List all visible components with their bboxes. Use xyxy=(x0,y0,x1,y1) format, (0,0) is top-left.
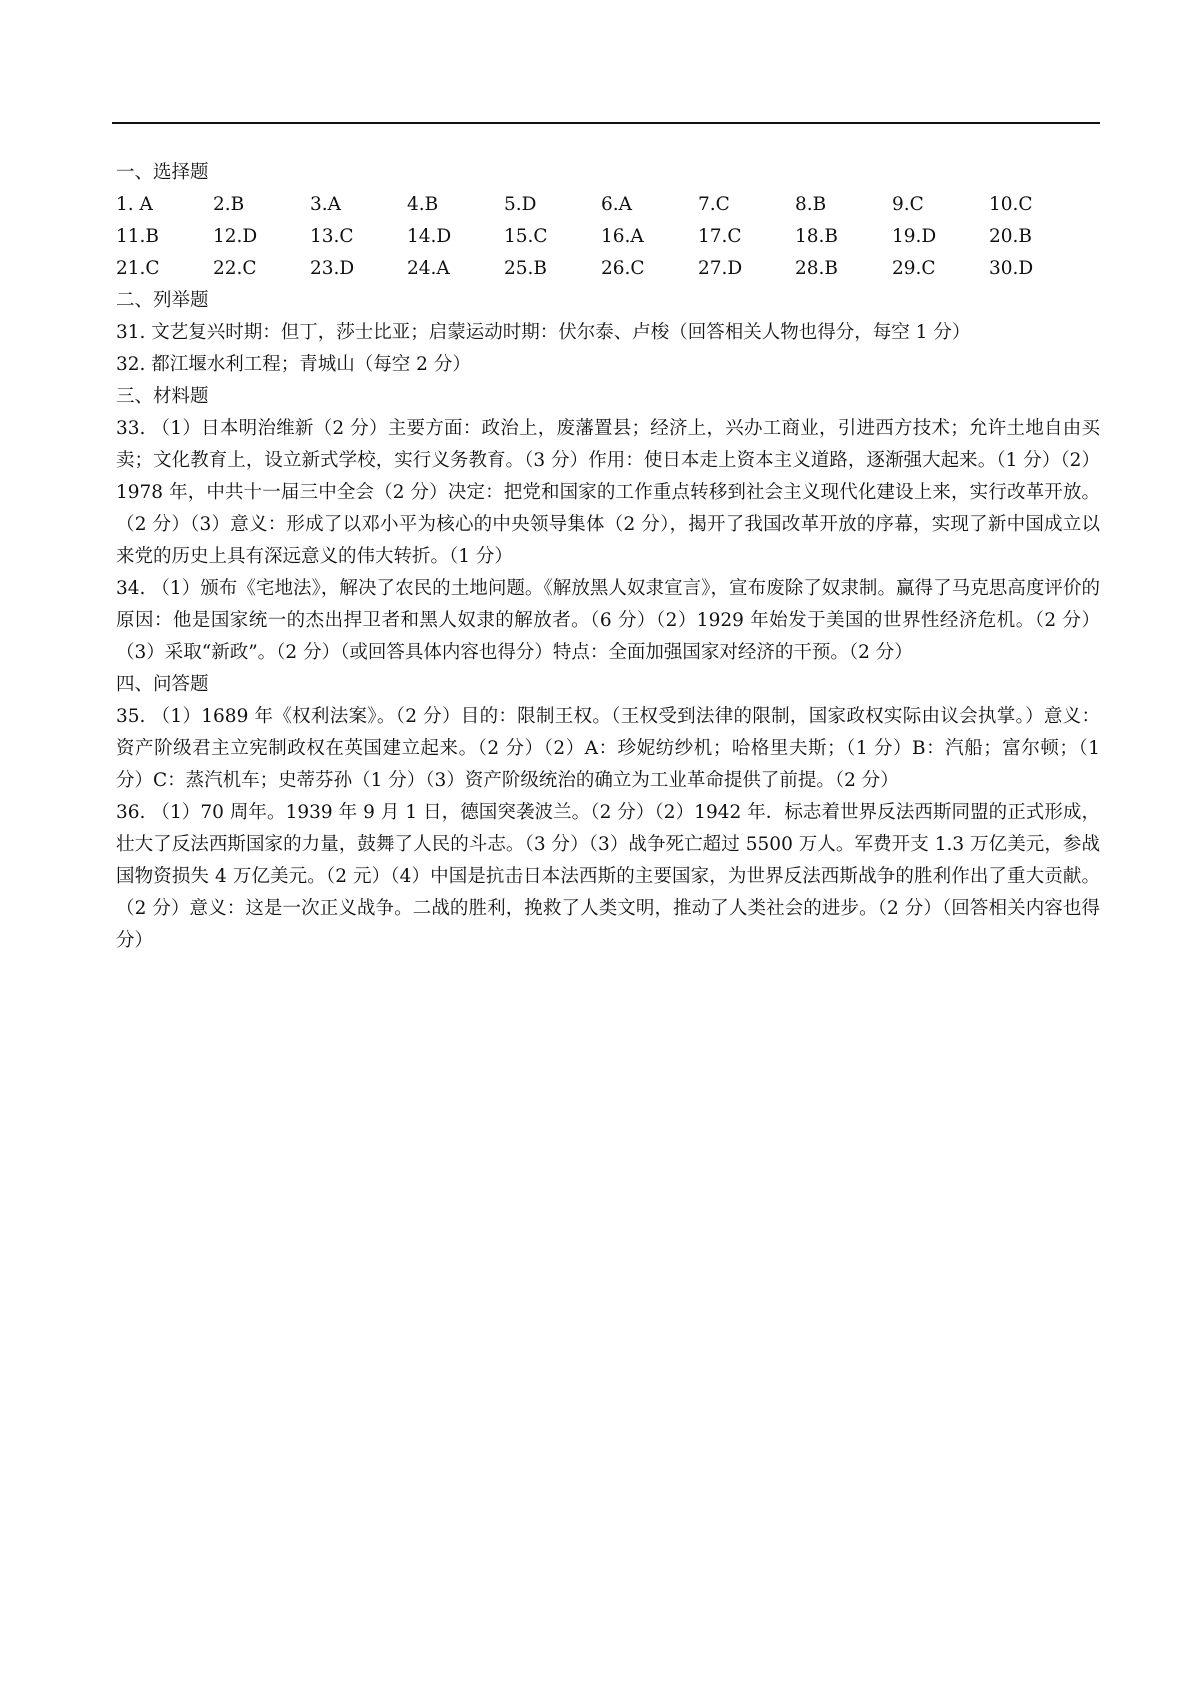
choice-answer: 11.B xyxy=(116,226,160,247)
choice-answers-row-2 xyxy=(116,221,1100,253)
choice-answer: 27.D xyxy=(698,258,743,279)
choice-answer: 21.C xyxy=(116,258,160,279)
section-heading-listing: 二、列举题 xyxy=(116,290,209,311)
choice-answer: 25.B xyxy=(504,258,548,279)
choice-answer: 8.B xyxy=(795,194,827,215)
choice-answer: 2.B xyxy=(213,194,245,215)
choice-answer: 9.C xyxy=(892,194,924,215)
choice-answer: 19.D xyxy=(892,226,937,247)
choice-answer: 18.B xyxy=(795,226,839,247)
choice-answer: 16.A xyxy=(601,226,644,247)
answer-33: 33. （1）日本明治维新（2 分）主要方面：政治上，废藩置县；经济上，兴办工商业，引进西方技术；允许土地自由买卖；文化教育上，设立新式学校，实行义务教育。（3 分）作用：使日本走上资本主义道路，逐渐强大起来。（1 分）（2）1978 年，中共十一届三中全会（2 分）决定：把党和国家的工作重点转移到社会主义现代化建设上来，实行改革开放。（2 分）（3）意义：形成了以邓小平为核心的中央领导集体（2 分），揭开了我国改革开放的序幕，实现了新中国成立以来党的历史上具有深远意义的伟大转折。（1 分） xyxy=(116,418,1100,567)
choice-answer: 7.C xyxy=(698,194,730,215)
choice-answers-row-1 xyxy=(116,189,1100,221)
section-heading-material: 三、材料题 xyxy=(116,386,209,407)
choice-answer: 12.D xyxy=(213,226,258,247)
answer-32: 32. 都江堰水利工程；青城山（每空 2 分） xyxy=(116,354,471,375)
choice-answer: 20.B xyxy=(989,226,1033,247)
answer-36: 36. （1）70 周年。1939 年 9 月 1 日，德国突袭波兰。（2 分）（2）1942 年．标志着世界反法西斯同盟的正式形成，壮大了反法西斯国家的力量，鼓舞了人民的斗志。（3 分）（3）战争死亡超过 5500 万人。军费开支 1.3 万亿美元，参战国物资损失 4 万亿美元。（2 元）（4）中国是抗击日本法西斯的主要国家，为世界反法西斯战争的胜利作出了重大贡献。（2 分）意义：这是一次正义战争。二战的胜利，挽救了人类文明，推动了人类社会的进步。（2 分）（回答相关内容也得分） xyxy=(116,802,1100,951)
choice-answer: 5.D xyxy=(504,194,537,215)
choice-answer: 15.C xyxy=(504,226,548,247)
choice-answer: 14.D xyxy=(407,226,452,247)
section-heading-essay: 四、问答题 xyxy=(116,674,209,695)
section-heading-choice: 一、选择题 xyxy=(116,162,209,183)
choice-answer: 17.C xyxy=(698,226,742,247)
choice-answer: 29.C xyxy=(892,258,936,279)
choice-answer: 3.A xyxy=(310,194,342,215)
answer-34: 34. （1）颁布《宅地法》，解决了农民的土地问题。《解放黑人奴隶宣言》，宣布废除了奴隶制。赢得了马克思高度评价的原因：他是国家统一的杰出捍卫者和黑人奴隶的解放者。（6 分）（2）1929 年始发于美国的世界性经济危机。（2 分）（3）采取“新政”。（2 分）（或回答具体内容也得分）特点：全面加强国家对经济的干预。（2 分） xyxy=(116,578,1100,663)
choice-answer: 23.D xyxy=(310,258,355,279)
answer-35: 35. （1）1689 年《权利法案》。（2 分）目的：限制王权。（王权受到法律的限制，国家政权实际由议会执掌。）意义：资产阶级君主立宪制政权在英国建立起来。（2 分）（2）A：珍妮纺纱机；哈格里夫斯；（1 分）B：汽船；富尔顿；（1 分）C：蒸汽机车；史蒂芬孙（1 分）（3）资产阶级统治的确立为工业革命提供了前提。（2 分） xyxy=(116,706,1100,791)
choice-answer: 1. A xyxy=(116,194,153,215)
choice-answer: 10.C xyxy=(989,194,1033,215)
choice-answer: 30.D xyxy=(989,258,1034,279)
choice-answers-row-3 xyxy=(116,253,1100,285)
answer-key-content xyxy=(116,157,1100,957)
choice-answer: 22.C xyxy=(213,258,257,279)
choice-answer: 28.B xyxy=(795,258,839,279)
header-rule xyxy=(112,122,1100,124)
answer-31: 31. 文艺复兴时期：但丁，莎士比亚；启蒙运动时期：伏尔泰、卢梭（回答相关人物也得分，每空 1 分） xyxy=(116,322,971,343)
choice-answer: 6.A xyxy=(601,194,633,215)
choice-answer: 24.A xyxy=(407,258,450,279)
choice-answer: 4.B xyxy=(407,194,439,215)
choice-answer: 26.C xyxy=(601,258,645,279)
choice-answer: 13.C xyxy=(310,226,354,247)
